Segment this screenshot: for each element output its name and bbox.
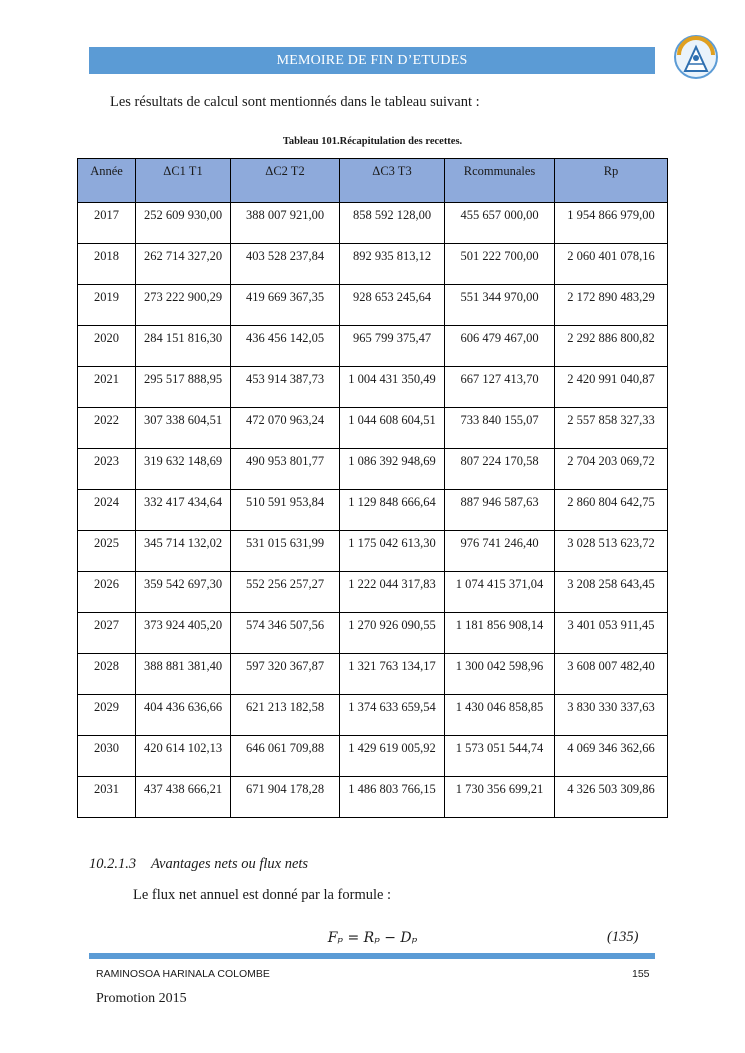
- table-row: [78, 244, 668, 285]
- table-caption: Tableau 101.Récapitulation des recettes.: [282, 136, 463, 147]
- table-cell: 1 321 763 134,17: [340, 654, 445, 695]
- table-cell: 3 208 258 643,45: [555, 572, 668, 613]
- table-cell: 319 632 148,69: [136, 449, 231, 490]
- column-header: ΔC1 T1: [136, 159, 231, 203]
- table-cell: 2 860 804 642,75: [555, 490, 668, 531]
- table-cell: 295 517 888,95: [136, 367, 231, 408]
- table-cell: 621 213 182,58: [231, 695, 340, 736]
- table-row: [78, 613, 668, 654]
- column-header: Rp: [555, 159, 668, 203]
- table-cell: 597 320 367,87: [231, 654, 340, 695]
- table-cell: 1 486 803 766,15: [340, 777, 445, 818]
- table-cell: 1 086 392 948,69: [340, 449, 445, 490]
- table-row: [78, 777, 668, 818]
- table-cell: 2031: [78, 777, 136, 818]
- table-row: [78, 367, 668, 408]
- table-cell: 2023: [78, 449, 136, 490]
- table-cell: 2 172 890 483,29: [555, 285, 668, 326]
- table-cell: 2 557 858 327,33: [555, 408, 668, 449]
- table-cell: 2 420 991 040,87: [555, 367, 668, 408]
- table-row: [78, 203, 668, 244]
- table-cell: 531 015 631,99: [231, 531, 340, 572]
- table-cell: 2030: [78, 736, 136, 777]
- header-title: MEMOIRE DE FIN D’ETUDES: [276, 52, 468, 68]
- table-cell: 436 456 142,05: [231, 326, 340, 367]
- university-logo: [672, 33, 720, 81]
- table-cell: 453 914 387,73: [231, 367, 340, 408]
- section-title: Avantages nets ou flux nets: [151, 856, 309, 872]
- table-cell: 1 129 848 666,64: [340, 490, 445, 531]
- table-cell: 2 060 401 078,16: [555, 244, 668, 285]
- table-cell: 1 044 608 604,51: [340, 408, 445, 449]
- table-cell: 2028: [78, 654, 136, 695]
- table-cell: 388 007 921,00: [231, 203, 340, 244]
- table-cell: 1 222 044 317,83: [340, 572, 445, 613]
- table-cell: 2 292 886 800,82: [555, 326, 668, 367]
- column-header: ΔC2 T2: [231, 159, 340, 203]
- table-cell: 2022: [78, 408, 136, 449]
- table-cell: 455 657 000,00: [445, 203, 555, 244]
- table-cell: 2018: [78, 244, 136, 285]
- table-cell: 606 479 467,00: [445, 326, 555, 367]
- equation-number: (135): [607, 929, 639, 945]
- table-cell: 307 338 604,51: [136, 408, 231, 449]
- table-cell: 3 401 053 911,45: [555, 613, 668, 654]
- table-cell: 472 070 963,24: [231, 408, 340, 449]
- table-cell: 284 151 816,30: [136, 326, 231, 367]
- table-cell: 262 714 327,20: [136, 244, 231, 285]
- table-cell: 2021: [78, 367, 136, 408]
- table-row: [78, 408, 668, 449]
- table-cell: 273 222 900,29: [136, 285, 231, 326]
- table-cell: 965 799 375,47: [340, 326, 445, 367]
- table-row: [78, 449, 668, 490]
- table-cell: 928 653 245,64: [340, 285, 445, 326]
- table-cell: 2019: [78, 285, 136, 326]
- table-cell: 404 436 636,66: [136, 695, 231, 736]
- table-cell: 1 181 856 908,14: [445, 613, 555, 654]
- table-cell: 1 730 356 699,21: [445, 777, 555, 818]
- table-row: [78, 531, 668, 572]
- table-cell: 510 591 953,84: [231, 490, 340, 531]
- table-cell: 646 061 709,88: [231, 736, 340, 777]
- table-cell: 1 300 042 598,96: [445, 654, 555, 695]
- section-heading: [89, 856, 308, 873]
- table-row: [78, 695, 668, 736]
- table-cell: 2027: [78, 613, 136, 654]
- table-cell: 1 573 051 544,74: [445, 736, 555, 777]
- table-cell: 1 429 619 005,92: [340, 736, 445, 777]
- page-number: 155: [632, 968, 650, 980]
- table-row: [78, 326, 668, 367]
- table-cell: 976 741 246,40: [445, 531, 555, 572]
- table-cell: 490 953 801,77: [231, 449, 340, 490]
- table-cell: 420 614 102,13: [136, 736, 231, 777]
- table-cell: 2025: [78, 531, 136, 572]
- formula-intro: Le flux net annuel est donné par la formule :: [133, 887, 392, 903]
- table-cell: 4 069 346 362,66: [555, 736, 668, 777]
- table-cell: 252 609 930,00: [136, 203, 231, 244]
- table-row: [78, 654, 668, 695]
- table-cell: 2020: [78, 326, 136, 367]
- header-bar: [89, 47, 655, 74]
- table-cell: 1 374 633 659,54: [340, 695, 445, 736]
- intro-text: Les résultats de calcul sont mentionnés dans le tableau suivant :: [110, 94, 480, 110]
- table-cell: 3 608 007 482,40: [555, 654, 668, 695]
- table-cell: 1 430 046 858,85: [445, 695, 555, 736]
- table-cell: 671 904 178,28: [231, 777, 340, 818]
- table-cell: 2 704 203 069,72: [555, 449, 668, 490]
- table-cell: 551 344 970,00: [445, 285, 555, 326]
- table-header-row: [78, 159, 668, 203]
- table-cell: 2029: [78, 695, 136, 736]
- table-cell: 3 830 330 337,63: [555, 695, 668, 736]
- table-cell: 887 946 587,63: [445, 490, 555, 531]
- table-cell: 2026: [78, 572, 136, 613]
- table-cell: 345 714 132,02: [136, 531, 231, 572]
- table-cell: 892 935 813,12: [340, 244, 445, 285]
- table-cell: 332 417 434,64: [136, 490, 231, 531]
- table-cell: 667 127 413,70: [445, 367, 555, 408]
- column-header: Année: [78, 159, 136, 203]
- table-cell: 1 004 431 350,49: [340, 367, 445, 408]
- table-cell: 2017: [78, 203, 136, 244]
- table-cell: 403 528 237,84: [231, 244, 340, 285]
- table-cell: 1 074 415 371,04: [445, 572, 555, 613]
- footer-bar: [89, 953, 655, 959]
- section-number: 10.2.1.3: [89, 856, 137, 872]
- table-cell: 574 346 507,56: [231, 613, 340, 654]
- table-cell: 437 438 666,21: [136, 777, 231, 818]
- table-row: [78, 490, 668, 531]
- table-cell: 419 669 367,35: [231, 285, 340, 326]
- net-flow-formula: Fₚ = Rₚ − Dₚ: [327, 930, 418, 946]
- column-header: Rcommunales: [445, 159, 555, 203]
- table-cell: 1 954 866 979,00: [555, 203, 668, 244]
- table-cell: 807 224 170,58: [445, 449, 555, 490]
- table-row: [78, 736, 668, 777]
- table-cell: 733 840 155,07: [445, 408, 555, 449]
- table-cell: 501 222 700,00: [445, 244, 555, 285]
- table-cell: 3 028 513 623,72: [555, 531, 668, 572]
- table-cell: 858 592 128,00: [340, 203, 445, 244]
- table-body: [78, 203, 668, 818]
- table-cell: 1 270 926 090,55: [340, 613, 445, 654]
- table-row: [78, 285, 668, 326]
- revenue-table: [77, 158, 668, 818]
- table-cell: 388 881 381,40: [136, 654, 231, 695]
- table-cell: 552 256 257,27: [231, 572, 340, 613]
- table-row: [78, 572, 668, 613]
- column-header: ΔC3 T3: [340, 159, 445, 203]
- table-cell: 359 542 697,30: [136, 572, 231, 613]
- table-cell: 2024: [78, 490, 136, 531]
- table-cell: 4 326 503 309,86: [555, 777, 668, 818]
- table-cell: 1 175 042 613,30: [340, 531, 445, 572]
- footer-promotion: Promotion 2015: [96, 991, 187, 1006]
- table-cell: 373 924 405,20: [136, 613, 231, 654]
- footer-author: RAMINOSOA HARINALA COLOMBE: [96, 968, 270, 980]
